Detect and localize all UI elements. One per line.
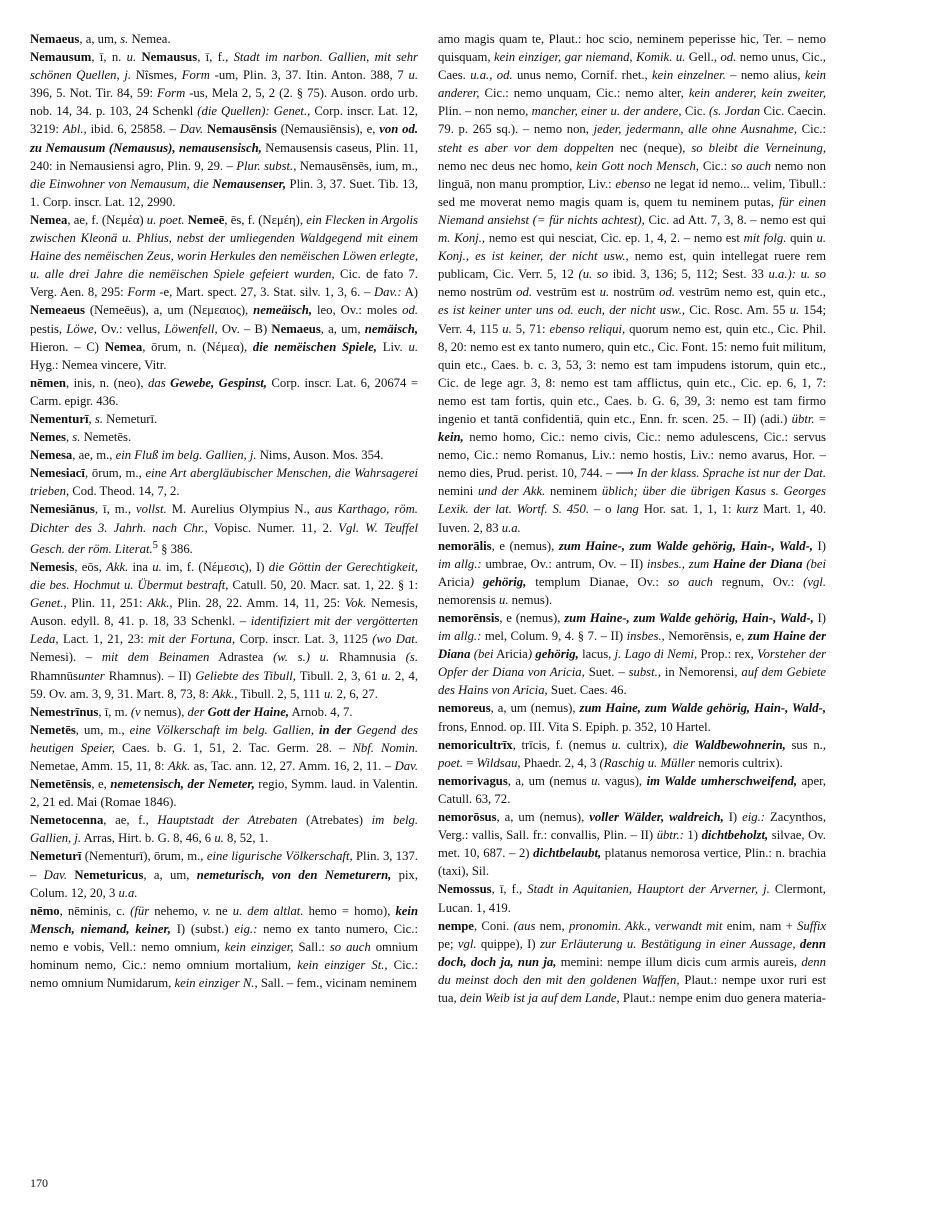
dictionary-entry-nemes: Nemes, s. Nemetēs. <box>30 430 132 445</box>
dictionary-entry-nemausum: Nemausum, ī, n. u. Nemausus, ī, f., Stadt im narbon. Gallien, mit sehr schönen Quellen, j. Nîsmes, Form -um, Plin. 3, 37. Itin. Anton. 388, 7 u. 396, 5. Not. Tir. 84, 59: Form -us, Mela 2, 5, 2 (2. § 75). Auson. ordo urb. nob. 14, 34. p. 103, 24 Schenkl (die Quellen): Genet., Corp. inscr. Lat. 12, 3219: Abl., ibid. 6, 25858. – Dav. Nemausēnsis (Nemausiēnsis), e, von od. zu Nemausum (Nemausus), nemausensisch, Nemausensis caseus, Plin. 11, 240: in Nemausiensi agro, Plin. 9, 29. – Plur. subst., Nemausēnsēs, ium, m., die Einwohner von Nemausum, die Nemausenser, Plin. 3, 37. Suet. Tib. 13, 1. Corp. inscr. Lat. 12, 2990. <box>30 50 419 209</box>
dictionary-entry-nemossus: Nemossus, ī, f., Stadt in Aquitanien, Hauptort der Arverner, j. Clermont, Lucan. 1, 419. <box>438 882 826 915</box>
dictionary-entry-nemesianus: Nemesiānus, ī, m., vollst. M. Aurelius Olympius N., aus Karthago, röm. Dichter des 3. Jahrh. nach Chr., Vopisc. Numer. 11, 2. Vgl. W. Teuffel Gesch. der röm. Literat.$^5$ § 386. <box>30 502 419 556</box>
dictionary-entry-nemesis: Nemesis, eōs, Akk. ina u. im, f. (Νέμεσις), I) die Göttin der Gerechtigkeit, die bes. Hochmut u. Übermut bestraft, Catull. 50, 20. Macr. sat. 1, 22. § 1: Genet., Plin. 11, 251: Akk., Plin. 28, 22. Amm. 14, 11, 25: Vok. Nemesis, Auson. edyll. 8, 41. p. 18, 33 Schenkl. – identifiziert mit der vergötterten Leda, Lact. 1, 21, 23: mit der Fortuna, Corp. inscr. Lat. 3, 1125 (wo Dat. Nemesi). – mit dem Beinamen Adrastea (w. s.) u. Rhamnusia (s. Rhamnūsunter Rhamnus). – II) Geliebte des Tibull, Tibull. 2, 3, 61 u. 2, 4, 59. Ov. am. 3, 9, 31. Mart. 8, 73, 8: Akk., Tibull. 2, 5, 111 u. 2, 6, 27. <box>30 559 419 701</box>
dictionary-entry-nemen: nēmen, inis, n. (neo), das Gewebe, Gespinst, Corp. inscr. Lat. 6, 20674 = Carm. epigr. 436. <box>30 375 419 408</box>
dictionary-entry-nemorensis: nemorēnsis, e (nemus), zum Haine-, zum Walde gehörig, Hain-, Wald-, I) im allg.: mel, Colum. 9, 4. § 7. – II) insbes., Nemorēnsis, e, zum Haine der Diana (bei Aricia) gehörig, lacus, j. Lago di Nemi, Prop.: rex, Vorsteher der Opfer der Diana von Aricia, Suet. – subst., in Nemorensi, auf dem Gebiete des Hains von Aricia, Suet. Caes. 46. <box>438 611 827 698</box>
dictionary-entry-nemoralis: nemorālis, e (nemus), zum Haine-, zum Walde gehörig, Hain-, Wald-, I) im allg.: umbrae, Ov.: antrum, Ov. – II) insbes., zum Haine der Diana (bei Aricia) gehörig, templum Dianae, Ov.: so auch regnum, Ov.: (vgl. nemorensis u. nemus). <box>438 538 826 607</box>
dictionary-entry-nemeturi: Nemeturī (Nementurī), ōrum, m., eine ligurische Völkerschaft, Plin. 3, 137. – Dav. Nemeturicus, a, um, nemeturisch, von den Nemeturern, pix, Colum. 12, 20, 3 u.a. <box>30 849 419 900</box>
dictionary-entry-nemetes: Nemetēs, um, m., eine Völkerschaft im belg. Gallien, in der Gegend des heutigen Speier, Caes. b. G. 1, 51, 2. Tac. Germ. 28. – Nbf. Nomin. Nemetae, Amm. 15, 11, 8: Akk. as, Tac. ann. 12, 27. Amm. 16, 2, 11. – Dav. Nemetēnsis, e, nemetensisch, der Nemeter, regio, Symm. laud. in Valentin. 2, 21 ed. Mai (Romae 1846). <box>30 722 419 810</box>
dictionary-entry-nemestrinus: Nemestrīnus, ī, m. (v nemus), der Gott der Haine, Arnob. 4, 7. <box>30 704 353 719</box>
dictionary-entry-nemetocenna: Nemetocenna, ae, f., Hauptstadt der Atrebaten (Atrebates) im belg. Gallien, j. Arras, Hirt. b. G. 8, 46, 6 u. 8, 52, 1. <box>30 813 418 846</box>
dictionary-entry-nemorosus: nemorōsus, a, um (nemus), voller Wälder, waldreich, I) eig.: Zacynthos, Verg.: vallis, Sall. fr.: convallis, Plin. – II) übtr.: 1) dichtbeholzt, silvae, Ov. met. 10, 687. – 2) dichtbelaubt, platanus nemorosa vertice, Plin.: n. brachia (taxi), Sil. <box>438 810 827 879</box>
dictionary-entry-nemorivagus: nemorivagus, a, um (nemus u. vagus), im Walde umherschweifend, aper, Catull. 63, 72. <box>438 773 826 806</box>
dictionary-entry-nemo-cont: amo magis quam te, Plaut.: hoc scio, neminem peperisse hic, Ter. – nemo quisquam, kein einziger, gar niemand, Komik. u. Gell., od. nemo unus, Cic., Caes. u.a., od. unus nemo, Cornif. rhet., kein einzelner. – nemo alius, kein anderer, Cic.: nemo unquam, Cic.: nemo alter, kein anderer, kein zweiter, Plin. – non nemo, mancher, einer u. der andere, Cic. (s. Jordan Cic. Caecin. 79. p. 265 sq.). – nemo non, jeder, jedermann, alle ohne Ausnahme, Cic.: steht es aber vor dem doppelten nec (neque), so bleibt die Verneinung, nemo nec deus nec homo, kein Gott noch Mensch, Cic.: so auch nemo non linguā, non manu promptior, Liv.: ebenso ne legat id nemo... velim, Tibull.: sed me moverat nemo magis quam is, quem tu neminem putas, für einen Niemand ansiehst (= für nichts achtest), Cic. ad Att. 7, 3, 8. – nemo est qui m. Konj., nemo est qui nesciat, Cic. ep. 1, 4, 2. – nemo est mit folg. quin u. Konj., es ist keiner, der nicht usw., nemo est, quin intellegat ruere rem publicam, Cic. Verr. 5, 12 (u. so ibid. 3, 136; 5, 112; Sest. 33 u.a.): u. so nemo nostrūm od. vestrūm est u. nostrūm od. vestrūm nemo est, quin etc., es ist keiner unter uns od. euch, der nicht usw., Cic. Rosc. Am. 55 u. 154; Verr. 4, 115 u. 5, 71: ebenso reliqui, quorum nemo est, quin etc., Cic. Phil. 8, 20: nemo est ex tanto numero, quin etc., Cic. Font. 15: nemo fuit militum, quin etc., Caes. b. c. 3, 53, 3: nemo est tam impudens istorum, quin etc., Cic. de lege agr. 3, 8: nemo est tam afflictus, quin etc., Cic. ep. 6, 1, 7: nemo est tam fortis, quin etc., Caes. b. G. 6, 39, 3: nemo est tam firmo ingenio et tantā confidentiā, quin etc., Enn. fr. scen. 25. – II) (adi.) übtr. = kein, nemo homo, Cic.: nemo civis, Cic.: nemo adulescens, Cic.: servus nemo, Cic.: nemo Romanus, Liv.: nemo hostis, Liv.: nemo avarus, Hor. – nemo dies, Prud. perist. 10, 744. – ⟶ In der klass. Sprache ist nur der Dat. nemini und der Akk. neminem üblich; über die übrigen Kasus s. Georges Lexik. der lat. Wortf. S. 450. – o lang Hor. sat. 1, 1, 1: kurz Mart. 1, 40. Iuven. 2, 83 u.a. <box>438 32 827 535</box>
dictionary-entry-nemesiaci: Nemesiacī, ōrum, m., eine Art abergläubischer Menschen, die Wahrsagerei trieben, Cod. Theod. 14, 7, 2. <box>30 466 418 499</box>
page-number: 170 <box>30 1176 48 1190</box>
dictionary-entry-nementuri: Nementurī, s. Nemeturī. <box>30 411 158 426</box>
dictionary-entry-nemaeus: Nemaeus, a, um, s. Nemea. <box>30 32 171 46</box>
dictionary-entry-nempe: nempe, Coni. (aus nem, pronomin. Akk., verwandt mit enim, nam + Suffix pe; vgl. quippe), I) zur Erläuterung u. Bestätigung in einer Aussage, denn doch, doch ja, nun ja, memini: nempe illum dicis cum armis aureis, denn du meinst doch den mit den goldenen Waffen, Plaut.: nempe uxor ruri est tua, dein Weib ist ja auf dem Lande, Plaut.: nempe enim duo genera materia- <box>438 918 826 1005</box>
dictionary-entry-nemesa: Nemesa, ae, m., ein Fluß im belg. Gallien, j. Nims, Auson. Mos. 354. <box>30 448 384 463</box>
dictionary-entry-nemoreus: nemoreus, a, um (nemus), zum Haine, zum Walde gehörig, Hain-, Wald-, frons, Ennod. op. III. Vita S. Epiph. p. 352, 10 Hartel. <box>438 701 826 734</box>
dictionary-entry-nemo: nēmo, nēminis, c. (für nehemo, v. ne u. dem altlat. hemo = homo), kein Mensch, niemand, keiner, I) (subst.) eig.: nemo ex tanto numero, Cic.: nemo e vobis, Vell.: nemo omnium, kein einziger, Sall.: so auch omnium hominum nemo, Cic.: nemo omnium mortalium, kein einziger St., Cic.: nemo omnium Numidarum, kein einziger N., Sall. – fem., vicinam neminem <box>30 903 419 991</box>
left-column <box>30 30 418 992</box>
right-column <box>438 30 826 1007</box>
dictionary-entry-nemea: Nemea, ae, f. (Νεμέα) u. poet. Nemeē, ēs, f. (Νεμέη), ein Flecken in Argolis zwischen Kleonä u. Phlius, nebst der umliegenden Waldgegend mit einem Haine des nemëischen Zeus, worin Herkules den nemëischen Löwen erlegte, u. alle drei Jahre die nemëischen Spiele gefeiert wurden, Cic. de fato 7. Verg. Aen. 8, 295: Form -e, Mart. spect. 27, 3. Stat. silv. 1, 3, 6. – Dav.: A) Nemeaeus (Nemeēus), a, um (Νεμεαιος), nemeäisch, leo, Ov.: moles od. pestis, Löwe, Ov.: vellus, Löwenfell, Ov. – B) Nemaeus, a, um, nemäisch, Hieron. – C) Nemea, ōrum, n. (Νέμεα), die nemëischen Spiele, Liv. u. Hyg.: Nemea vincere, Vitr. <box>30 212 419 372</box>
dictionary-entry-nemoricultrix: nemoricultrīx, trīcis, f. (nemus u. cultrix), die Waldbewohnerin, sus n., poet. = Wildsau, Phaedr. 2, 4, 3 (Raschig u. Müller nemoris cultrix). <box>438 737 827 770</box>
